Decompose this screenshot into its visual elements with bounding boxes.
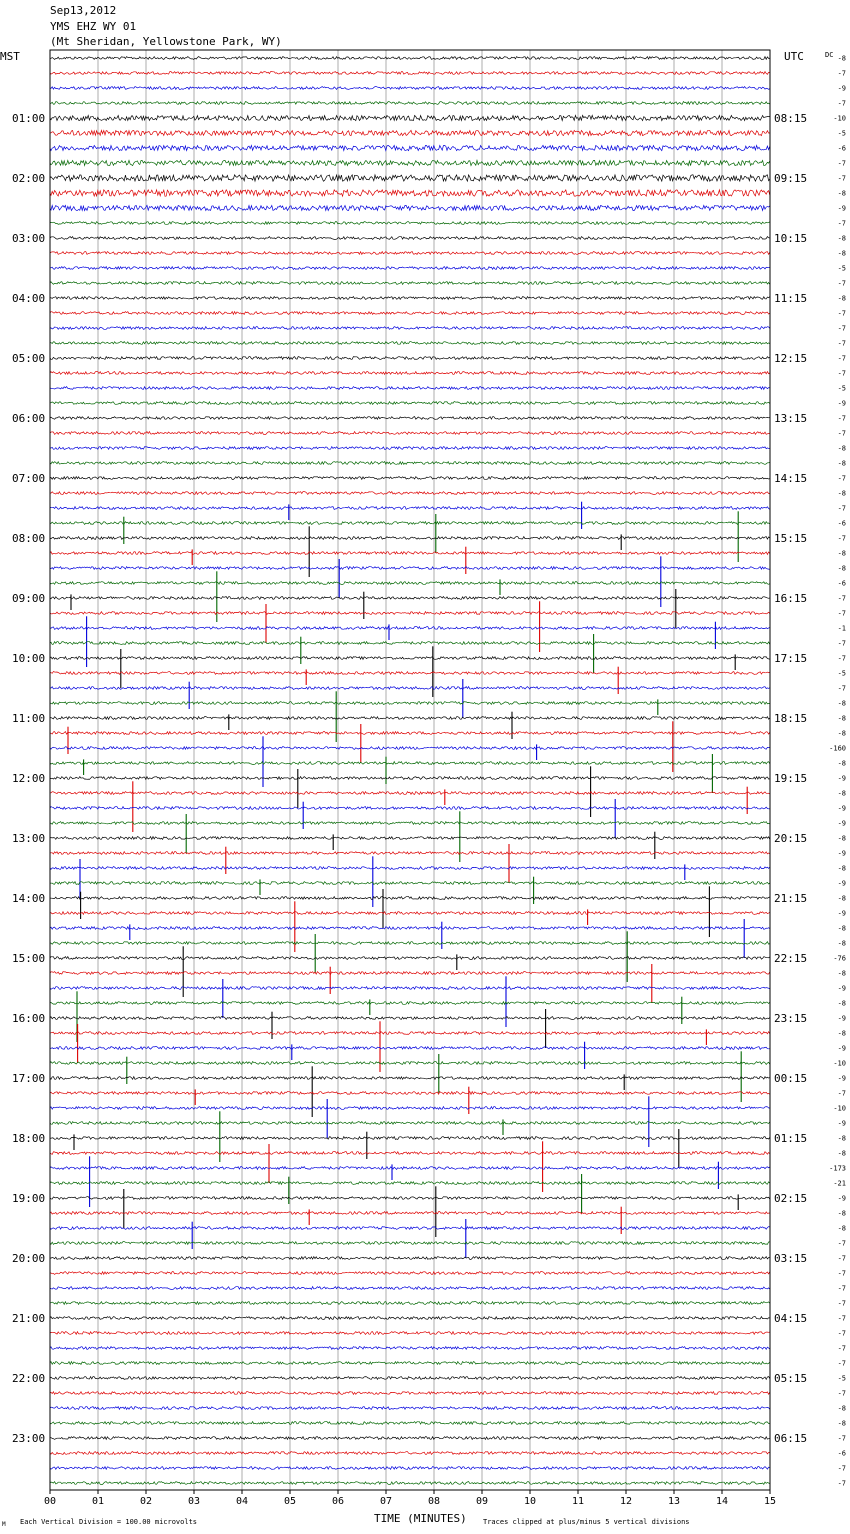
- dc-offset-value: -8: [837, 549, 846, 558]
- left-hour-label: 12:00: [12, 772, 46, 785]
- right-hour-label: 04:15: [774, 1312, 808, 1325]
- right-hour-label: 15:15: [774, 532, 808, 545]
- seismic-trace: [50, 852, 770, 855]
- seismic-trace: [50, 402, 770, 405]
- x-tick-label: 01: [92, 1496, 105, 1507]
- seismic-trace: [50, 942, 770, 945]
- dc-offset-value: -8: [837, 999, 846, 1008]
- x-axis-ticks: [44, 1490, 776, 1507]
- seismic-trace: [50, 822, 770, 825]
- left-hour-label: 05:00: [12, 352, 46, 365]
- left-hour-label: 18:00: [12, 1132, 46, 1145]
- seismic-trace: [50, 175, 770, 181]
- seismic-trace: [50, 87, 770, 90]
- right-hour-label: 23:15: [774, 1012, 808, 1025]
- seismic-trace: [50, 1002, 770, 1005]
- left-hour-label: 21:00: [12, 1312, 46, 1325]
- dc-offset-value: -7: [837, 279, 846, 288]
- seismic-trace: [50, 597, 770, 600]
- x-tick-label: 05: [284, 1496, 297, 1507]
- dc-offset-value: -7: [837, 504, 846, 513]
- right-hour-label: 21:15: [774, 892, 808, 905]
- dc-offset-value: -8: [837, 459, 846, 468]
- seismic-trace: [50, 1242, 770, 1245]
- seismic-trace: [50, 1272, 770, 1275]
- dc-offset-value: -7: [837, 1239, 846, 1248]
- dc-offset-value: -8: [837, 1029, 846, 1038]
- seismic-trace: [50, 447, 770, 450]
- seismic-trace: [50, 1437, 770, 1440]
- dc-offset-value: -7: [837, 474, 846, 483]
- trace-group: [50, 57, 770, 1485]
- dc-offset-value: -9: [837, 204, 846, 213]
- dc-offset-value: -7: [837, 339, 846, 348]
- dc-offset-value: -7: [837, 1254, 846, 1263]
- dc-offset-value: -8: [837, 564, 846, 573]
- seismic-trace: [50, 282, 770, 285]
- seismic-trace: [50, 687, 770, 690]
- dc-offset-value: -7: [837, 69, 846, 78]
- seismic-trace: [50, 357, 770, 360]
- dc-offset-value: -5: [837, 1374, 846, 1383]
- x-tick-label: 00: [44, 1496, 57, 1507]
- right-hour-label: 02:15: [774, 1192, 808, 1205]
- seismic-trace: [50, 1257, 770, 1260]
- x-tick-label: 12: [620, 1496, 633, 1507]
- left-hour-label: 22:00: [12, 1372, 46, 1385]
- dc-offset-value: -8: [837, 189, 846, 198]
- left-hour-label: 10:00: [12, 652, 46, 665]
- x-tick-label: 09: [476, 1496, 489, 1507]
- seismic-trace: [50, 1092, 770, 1095]
- seismic-trace: [50, 882, 770, 885]
- dc-offset-value: -7: [837, 609, 846, 618]
- dc-offset-value: -7: [837, 414, 846, 423]
- dc-offset-value: -21: [833, 1179, 846, 1188]
- seismic-trace: [50, 717, 770, 720]
- seismic-trace: [50, 792, 770, 795]
- dc-offset-value: -5: [837, 129, 846, 138]
- seismic-trace: [50, 342, 770, 345]
- seismic-trace: [50, 477, 770, 480]
- seismic-trace: [50, 145, 770, 150]
- seismic-trace: [50, 1452, 770, 1455]
- dc-offset-value: -7: [837, 1269, 846, 1278]
- dc-offset-value: -7: [837, 1329, 846, 1338]
- right-hour-label: 13:15: [774, 412, 808, 425]
- x-tick-label: 06: [332, 1496, 345, 1507]
- seismic-trace: [50, 327, 770, 330]
- x-tick-label: 07: [380, 1496, 393, 1507]
- dc-offset-value: -173: [829, 1164, 846, 1173]
- left-hour-label: 20:00: [12, 1252, 46, 1265]
- dc-offset-value: -8: [837, 924, 846, 933]
- footer-right-note: Traces clipped at plus/minus 5 vertical divisions: [483, 1518, 690, 1526]
- dc-offset-value: -7: [837, 1299, 846, 1308]
- location-label: (Mt Sheridan, Yellowstone Park, WY): [50, 35, 282, 48]
- right-hour-label: 18:15: [774, 712, 808, 725]
- seismic-trace: [50, 1317, 770, 1320]
- dc-offset-value: -7: [837, 639, 846, 648]
- seismic-trace: [50, 1017, 770, 1020]
- right-hour-label: 01:15: [774, 1132, 808, 1145]
- seismic-trace: [50, 312, 770, 315]
- left-hour-label: 15:00: [12, 952, 46, 965]
- right-hour-label: 12:15: [774, 352, 808, 365]
- seismic-trace: [50, 732, 770, 735]
- seismic-trace: [50, 417, 770, 420]
- seismic-trace: [50, 1287, 770, 1290]
- dc-offset-value: -6: [837, 1449, 846, 1458]
- right-hour-label: 08:15: [774, 112, 808, 125]
- seismic-trace: [50, 1062, 770, 1065]
- dc-offset-value: -8: [837, 1149, 846, 1158]
- seismic-trace: [50, 657, 770, 660]
- dc-offset-value: -8: [837, 234, 846, 243]
- dc-offset-value: -8: [837, 1134, 846, 1143]
- left-hour-label: 23:00: [12, 1432, 46, 1445]
- seismic-trace: [50, 1302, 770, 1305]
- dc-offset-value: -9: [837, 84, 846, 93]
- seismic-trace: [50, 462, 770, 465]
- seismic-trace: [50, 1347, 770, 1350]
- seismic-trace: [50, 807, 770, 810]
- dc-offset-value: -9: [837, 819, 846, 828]
- seismic-trace: [50, 747, 770, 750]
- dc-offset-value: -7: [837, 684, 846, 693]
- seismic-trace: [50, 57, 770, 60]
- dc-offset-value: -5: [837, 384, 846, 393]
- seismic-trace: [50, 552, 770, 555]
- seismic-trace: [50, 1197, 770, 1200]
- left-hour-label: 02:00: [12, 172, 46, 185]
- seismic-trace: [50, 867, 770, 870]
- dc-offset-value: -8: [837, 789, 846, 798]
- seismic-trace: [50, 297, 770, 300]
- right-hour-label: 14:15: [774, 472, 808, 485]
- dc-offset-value: -7: [837, 354, 846, 363]
- seismic-trace: [50, 190, 770, 196]
- seismic-trace: [50, 612, 770, 615]
- left-timezone-label: MST: [0, 50, 20, 63]
- seismic-trace: [50, 642, 770, 645]
- dc-offset-value: -9: [837, 909, 846, 918]
- dc-offset-value: -76: [833, 954, 846, 963]
- seismic-trace: [50, 582, 770, 585]
- dc-offset-value: -9: [837, 984, 846, 993]
- x-tick-label: 03: [188, 1496, 201, 1507]
- dc-offset-value: -7: [837, 159, 846, 168]
- seismic-trace: [50, 1032, 770, 1035]
- seismic-trace: [50, 252, 770, 255]
- seismic-trace: [50, 222, 770, 225]
- dc-offset-value: -8: [837, 939, 846, 948]
- right-hour-label: 09:15: [774, 172, 808, 185]
- left-hour-label: 06:00: [12, 412, 46, 425]
- x-tick-label: 04: [236, 1496, 249, 1507]
- right-hour-label: 06:15: [774, 1432, 808, 1445]
- seismic-trace: [50, 102, 770, 105]
- seismic-trace: [50, 267, 770, 270]
- seismic-trace: [50, 1392, 770, 1395]
- dc-offset-value: -8: [837, 444, 846, 453]
- seismic-trace: [50, 1047, 770, 1050]
- footer-left-note: Each Vertical Division = 100.00 microvolts: [20, 1518, 198, 1526]
- right-hour-label: 17:15: [774, 652, 808, 665]
- seismic-trace: [50, 777, 770, 780]
- dc-offset-value: -7: [837, 1434, 846, 1443]
- seismic-trace: [50, 205, 770, 210]
- dc-offset-value: -8: [837, 1404, 846, 1413]
- dc-offset-value: -9: [837, 1074, 846, 1083]
- seismic-trace: [50, 130, 770, 135]
- dc-offset-value: -8: [837, 1209, 846, 1218]
- seismic-trace: [50, 492, 770, 495]
- left-hour-label: 07:00: [12, 472, 46, 485]
- dc-offset-value: -7: [837, 309, 846, 318]
- date-label: Sep13,2012: [50, 4, 117, 17]
- seismic-trace: [50, 672, 770, 675]
- dc-offset-value: -9: [837, 804, 846, 813]
- seismic-trace: [50, 432, 770, 435]
- dc-offset-value: -160: [829, 744, 846, 753]
- seismic-trace: [50, 72, 770, 75]
- x-tick-label: 14: [716, 1496, 729, 1507]
- dc-offset-value: -8: [837, 249, 846, 258]
- dc-offset-value: -7: [837, 1284, 846, 1293]
- dc-offset-value: -5: [837, 669, 846, 678]
- right-hour-label: 16:15: [774, 592, 808, 605]
- dc-offset-value: -8: [837, 1419, 846, 1428]
- dc-offset-value: -9: [837, 1119, 846, 1128]
- seismic-trace: [50, 1377, 770, 1380]
- dc-offset-value: -7: [837, 324, 846, 333]
- seismic-trace: [50, 1467, 770, 1470]
- dc-offset-value: -8: [837, 759, 846, 768]
- seismic-trace: [50, 1077, 770, 1080]
- seismic-trace: [50, 837, 770, 840]
- dc-offset-value: -7: [837, 1314, 846, 1323]
- dc-offset-value: -7: [837, 594, 846, 603]
- dc-offset-value: -7: [837, 1344, 846, 1353]
- seismic-trace: [50, 1332, 770, 1335]
- seismic-trace: [50, 972, 770, 975]
- dc-offset-value: -10: [833, 1059, 846, 1068]
- station-label: YMS EHZ WY 01: [50, 20, 137, 33]
- dc-offset-value: -8: [837, 699, 846, 708]
- dc-offset-value: -9: [837, 774, 846, 783]
- dc-offset-value: -7: [837, 369, 846, 378]
- seismic-trace: [50, 627, 770, 630]
- seismic-trace: [50, 1152, 770, 1155]
- dc-offset-value: -7: [837, 1089, 846, 1098]
- left-hour-label: 03:00: [12, 232, 46, 245]
- seismic-trace: [50, 1212, 770, 1215]
- dc-offset-value: -8: [837, 489, 846, 498]
- dc-offset-value: -5: [837, 264, 846, 273]
- dc-offset-value: -9: [837, 399, 846, 408]
- dc-offset-value: -8: [837, 714, 846, 723]
- seismic-trace: [50, 1362, 770, 1365]
- right-hour-label: 11:15: [774, 292, 808, 305]
- dc-offset-value: -8: [837, 294, 846, 303]
- left-hour-label: 11:00: [12, 712, 46, 725]
- dc-offset-value: -7: [837, 654, 846, 663]
- right-hour-label: 19:15: [774, 772, 808, 785]
- left-hour-label: 09:00: [12, 592, 46, 605]
- right-hour-label: 20:15: [774, 832, 808, 845]
- dc-offset-value: -10: [833, 1104, 846, 1113]
- seismic-trace: [50, 1422, 770, 1425]
- seismic-trace: [50, 1167, 770, 1170]
- seismic-trace: [50, 1107, 770, 1110]
- x-tick-label: 15: [764, 1496, 777, 1507]
- dc-offset-value: -9: [837, 1044, 846, 1053]
- right-hour-label: 00:15: [774, 1072, 808, 1085]
- dc-offset-value: -8: [837, 1224, 846, 1233]
- seismic-trace: [50, 1182, 770, 1185]
- dc-offset-value: -1: [837, 624, 846, 633]
- seismic-trace: [50, 702, 770, 705]
- seismic-trace: [50, 1137, 770, 1140]
- dc-offset-value: -6: [837, 144, 846, 153]
- x-tick-label: 11: [572, 1496, 585, 1507]
- dc-label: DC: [825, 51, 834, 59]
- dc-offset-value: -9: [837, 1194, 846, 1203]
- x-axis-title: TIME (MINUTES): [374, 1512, 467, 1525]
- left-hour-label: 14:00: [12, 892, 46, 905]
- dc-offset-value: -9: [837, 849, 846, 858]
- seismic-trace: [50, 567, 770, 570]
- dc-offset-value: -8: [837, 864, 846, 873]
- dc-offset-value: -7: [837, 219, 846, 228]
- dc-offset-value: -10: [833, 114, 846, 123]
- right-hour-label: 05:15: [774, 1372, 808, 1385]
- left-hour-label: 01:00: [12, 112, 46, 125]
- dc-offset-value: -7: [837, 1359, 846, 1368]
- right-hour-label: 22:15: [774, 952, 808, 965]
- left-hour-label: 17:00: [12, 1072, 46, 1085]
- dc-offset-value: -9: [837, 879, 846, 888]
- seismic-trace: [50, 237, 770, 240]
- x-tick-label: 02: [140, 1496, 153, 1507]
- dc-offset-value: -7: [837, 1464, 846, 1473]
- seismic-trace: [50, 987, 770, 990]
- dc-offset-value: -7: [837, 1479, 846, 1488]
- dc-offset-value: -6: [837, 519, 846, 528]
- dc-offset-value: -7: [837, 1389, 846, 1398]
- seismic-trace: [50, 762, 770, 765]
- seismic-trace: [50, 1482, 770, 1485]
- seismic-trace: [50, 927, 770, 930]
- seismic-trace: [50, 387, 770, 390]
- corner-mark: M: [2, 1521, 6, 1528]
- dc-offset-value: -7: [837, 429, 846, 438]
- seismic-trace: [50, 1227, 770, 1230]
- seismic-trace: [50, 1122, 770, 1125]
- seismic-trace: [50, 912, 770, 915]
- left-hour-label: 08:00: [12, 532, 46, 545]
- right-hour-label: 03:15: [774, 1252, 808, 1265]
- dc-offset-value: -8: [837, 729, 846, 738]
- seismic-trace: [50, 372, 770, 375]
- dc-offset-labels: [829, 55, 846, 1488]
- dc-offset-value: -8: [837, 894, 846, 903]
- seismic-trace: [50, 957, 770, 960]
- seismic-trace: [50, 522, 770, 525]
- dc-offset-value: -9: [837, 1014, 846, 1023]
- dc-offset-value: -8: [837, 54, 846, 63]
- x-tick-label: 13: [668, 1496, 681, 1507]
- dc-offset-value: -6: [837, 579, 846, 588]
- seismic-trace: [50, 897, 770, 900]
- dc-offset-value: -7: [837, 174, 846, 183]
- left-hour-label: 13:00: [12, 832, 46, 845]
- seismic-trace: [50, 507, 770, 510]
- right-hour-label: 10:15: [774, 232, 808, 245]
- left-hour-label: 16:00: [12, 1012, 46, 1025]
- dc-offset-value: -7: [837, 534, 846, 543]
- seismic-trace: [50, 1407, 770, 1410]
- left-hour-label: 19:00: [12, 1192, 46, 1205]
- seismic-trace: [50, 160, 770, 165]
- left-hour-label: 04:00: [12, 292, 46, 305]
- seismic-trace: [50, 537, 770, 540]
- dc-offset-value: -8: [837, 834, 846, 843]
- right-timezone-label: UTC: [784, 50, 804, 63]
- x-tick-label: 08: [428, 1496, 441, 1507]
- seismic-trace: [50, 115, 770, 120]
- dc-offset-value: -7: [837, 99, 846, 108]
- dc-offset-value: -8: [837, 969, 846, 978]
- x-tick-label: 10: [524, 1496, 537, 1507]
